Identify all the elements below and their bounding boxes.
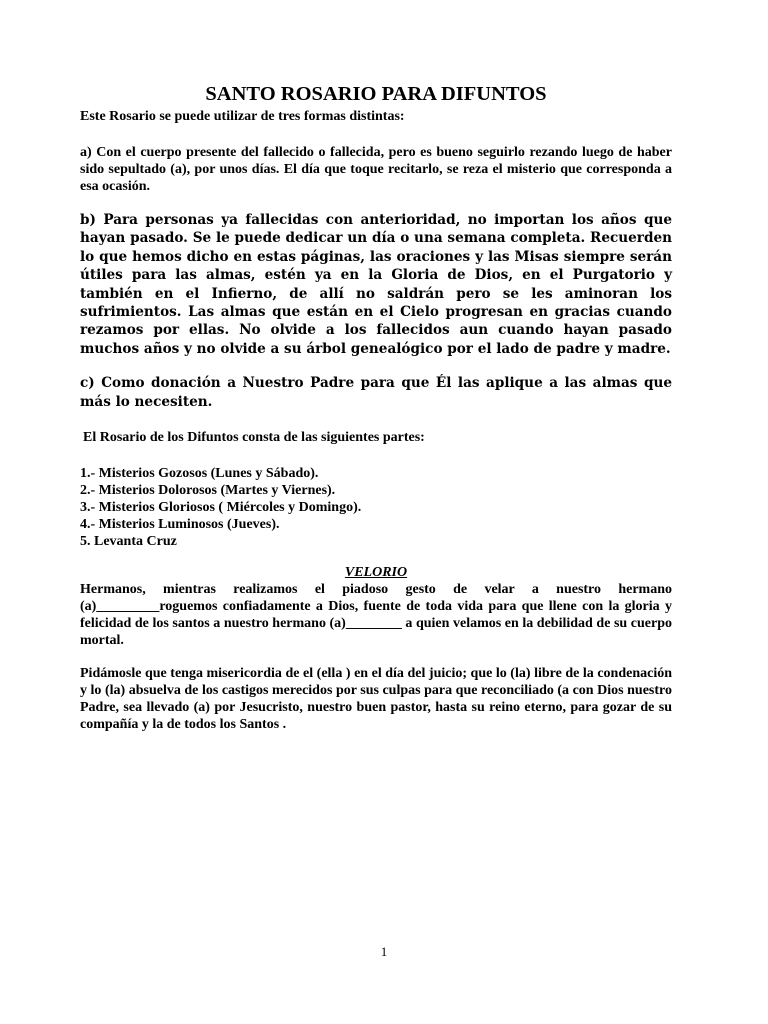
spacer — [80, 649, 672, 665]
parts-list — [80, 465, 672, 550]
spacer — [80, 195, 672, 211]
list-item: 5. Levanta Cruz — [80, 534, 177, 550]
intro-text: Este Rosario se puede utilizar de tres formas distintas: — [80, 109, 405, 124]
list-item: 3.- Misterios Gloriosos ( Miércoles y Domingo). — [80, 500, 362, 516]
page-title: SANTO ROSARIO PARA DIFUNTOS — [205, 83, 547, 105]
parts-intro: El Rosario de los Difuntos consta de las siguientes partes: — [83, 430, 425, 446]
spacer — [80, 550, 672, 564]
spacer — [80, 447, 672, 465]
page-number: 1 — [380, 944, 388, 959]
paragraph-a: a) Con el cuerpo presente del fallecido o fallecida, pero es bueno seguirlo rezando luego de haber sido sepultado (a), por unos días. El día que toque recitarlo, se reza el misterio que corresponda a esa ocasión. — [80, 145, 672, 194]
list-item: 1.- Misterios Gozosos (Lunes y Sábado). — [80, 466, 319, 482]
list-item: 2.- Misterios Dolorosos (Martes y Viernes). — [80, 483, 336, 499]
paragraph-c: c) Como donación a Nuestro Padre para que Él las aplique a las almas que más lo necesiten. — [80, 375, 672, 410]
velorio-paragraph-1: Hermanos, mientras realizamos el piadoso gesto de velar a nuestro hermano (a)_________roguemos confiadamente a Dios, fuente de toda vida para que llene con la gloria y felicidad de los santos a nuestro hermano (a)________ a quien velamos en la debilidad de su cuerpo mortal. — [80, 582, 672, 649]
spacer — [80, 411, 672, 429]
spacer — [80, 358, 672, 374]
paragraph-b: b) Para personas ya fallecidas con anterioridad, no importan los años que hayan pasado. Se le puede dedicar un día o una semana completa. Recuerden lo que hemos dicho en estas páginas, las oraciones y las Misas siempre serán útiles para las almas, estén ya en la Gloria de Dios, en el Purgatorio y también en el Infierno, de allí no saldrán pero se les aminoran los sufrimientos. Las almas que están en el Cielo progresan en gracias cuando rezamos por ellas. No olvide a los fallecidos aun cuando hayan pasado muchos años y no olvide a su árbol genealógico por el lado de padre y madre. — [80, 212, 672, 357]
velorio-heading: VELORIO — [344, 565, 408, 581]
velorio-paragraph-2: Pidámosle que tenga misericordia de el (ella ) en el día del juicio; que lo (la) libre de la condenación y lo (la) absuelva de los castigos merecidos por sus culpas para que reconciliado (a con Dios nuestro Padre, sea llevado (a) por Jesucristo, nuestro buen pastor, hasta su reino eterno, para gozar de su compañía y la de todos los Santos . — [80, 666, 672, 733]
document-page — [80, 82, 672, 733]
spacer — [80, 126, 672, 144]
list-item: 4.- Misterios Luminosos (Jueves). — [80, 517, 280, 533]
